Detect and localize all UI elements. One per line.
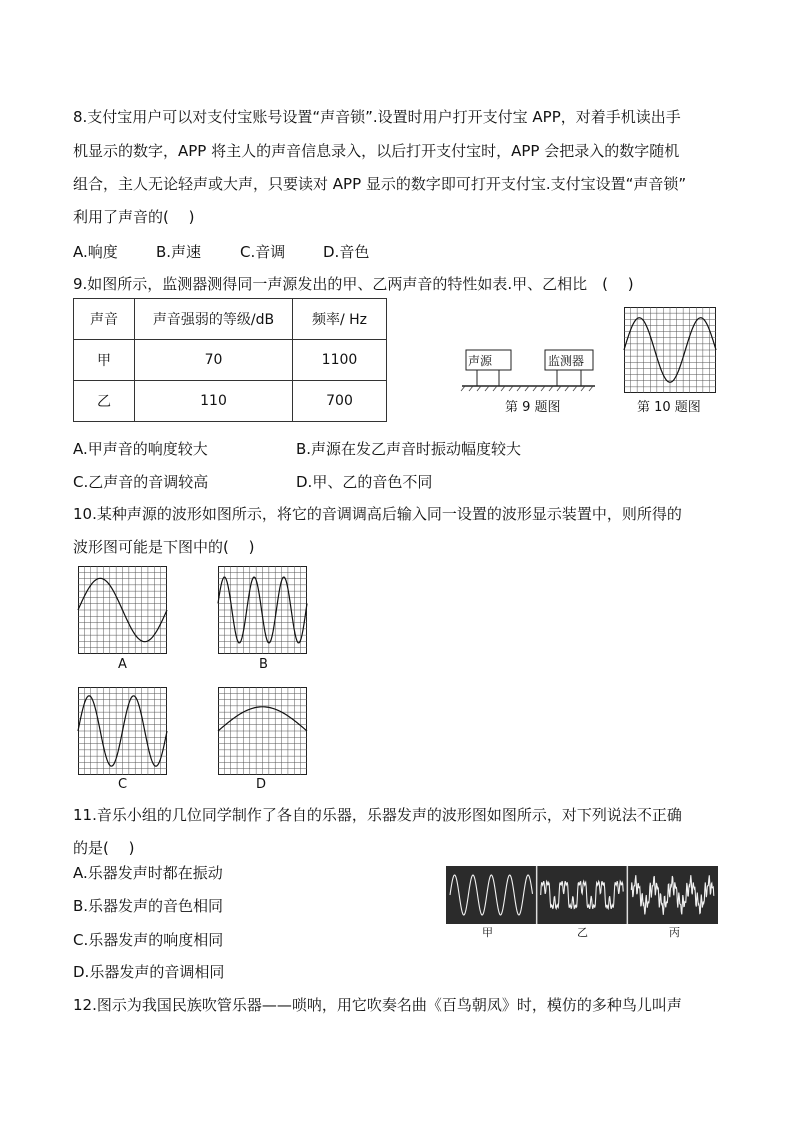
q11-option-a: A.乐器发声时都在振动 <box>73 864 223 882</box>
q10-reference-waveform <box>624 307 716 393</box>
q11-label-bing: 丙 <box>669 926 680 939</box>
q8-line-4: 利用了声音的( ) <box>73 208 195 226</box>
q9-cell: 700 <box>293 381 387 422</box>
q8-option-d: D.音色 <box>323 243 370 261</box>
q8-line-3: 组合，主人无论轻声或大声，只要读对 APP 显示的数字即可打开支付宝.支付宝设置“声音锁” <box>73 175 687 193</box>
q10-choice-d-waveform <box>218 687 307 775</box>
q9-cell: 70 <box>135 340 293 381</box>
q11-label-yi: 乙 <box>577 926 588 939</box>
q9-option-b: B.声源在发乙声音时振动幅度较大 <box>296 440 522 458</box>
q10-line-2: 波形图可能是下图中的( ) <box>73 538 255 556</box>
q11-waveform-panels <box>446 866 718 924</box>
q9-cell: 乙 <box>74 381 135 422</box>
q8-option-c: C.音调 <box>240 243 286 261</box>
q10-choice-d-label: D <box>256 777 267 792</box>
q8-line-1: 8.支付宝用户可以对支付宝账号设置“声音锁”.设置时用户打开支付宝 APP，对着手机读出手 <box>73 108 681 126</box>
q12-line-1: 12.图示为我国民族吹管乐器——唢呐，用它吹奏名曲《百鸟朝凤》时，模仿的多种鸟儿叫声 <box>73 996 682 1014</box>
q9-source-label: 声源 <box>468 354 493 368</box>
q9-figure-caption: 第 9 题图 <box>505 400 561 415</box>
q10-line-1: 10.某种声源的波形如图所示，将它的音调调高后输入同一设置的波形显示装置中，则所得的 <box>73 505 682 523</box>
q11-line-2: 的是( ) <box>73 839 135 857</box>
q9-header-level: 声音强弱的等级/dB <box>135 299 293 340</box>
q9-header-sound: 声音 <box>74 299 135 340</box>
q9-option-a: A.甲声音的响度较大 <box>73 440 208 458</box>
q9-option-c: C.乙声音的音调较高 <box>73 473 209 491</box>
q10-choice-b-label: B <box>259 657 268 672</box>
q11-label-jia: 甲 <box>482 926 493 939</box>
q9-cell: 110 <box>135 381 293 422</box>
q9-monitor-label: 监测器 <box>548 354 585 368</box>
q11-option-c: C.乐器发声的响度相同 <box>73 931 224 949</box>
q11-line-1: 11.音乐小组的几位同学制作了各自的乐器，乐器发声的波形图如图所示，对下列说法不正确 <box>73 806 682 824</box>
q11-option-b: B.乐器发声的音色相同 <box>73 897 224 915</box>
q9-header-frequency: 频率/ Hz <box>293 299 387 340</box>
q10-choice-b-waveform <box>218 566 307 654</box>
q9-table <box>73 298 387 422</box>
q9-option-d: D.甲、乙的音色不同 <box>296 473 433 491</box>
q9-cell: 甲 <box>74 340 135 381</box>
q8-option-b: B.声速 <box>156 243 202 261</box>
q8-line-2: 机显示的数字，APP 将主人的声音信息录入，以后打开支付宝时，APP 会把录入的数字随机 <box>73 142 680 160</box>
q10-choice-c-waveform <box>78 687 167 775</box>
q10-figure-caption: 第 10 题图 <box>637 400 701 415</box>
q9-cell: 1100 <box>293 340 387 381</box>
q9-stem: 9.如图所示，监测器测得同一声源发出的甲、乙两声音的特性如表.甲、乙相比 ( ) <box>73 275 634 293</box>
q10-choice-a-label: A <box>118 657 127 672</box>
q10-choice-c-label: C <box>118 777 128 792</box>
q10-choice-a-waveform <box>78 566 167 654</box>
q11-option-d: D.乐器发声的音调相同 <box>73 963 225 981</box>
q8-option-a: A.响度 <box>73 243 118 261</box>
